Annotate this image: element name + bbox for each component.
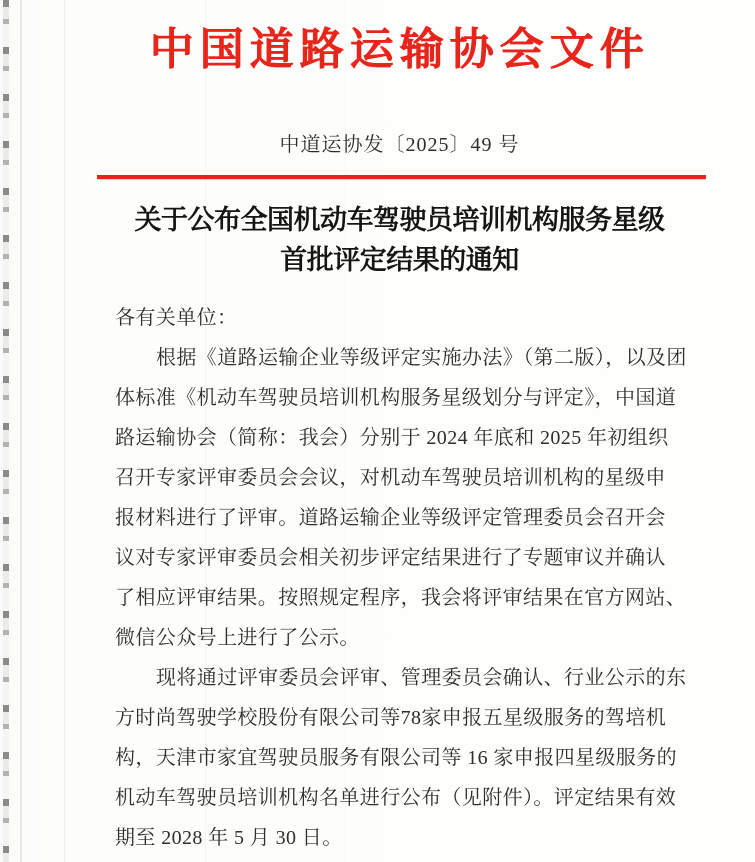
body-line: 议对专家评审委员会相关初步评定结果进行了专题审议并确认: [115, 547, 666, 569]
body-line: 方时尚驾驶学校股份有限公司等78家申报五星级服务的驾培机: [115, 707, 667, 729]
body-line: 根据《道路运输企业等级评定实施办法》（第二版），以及团: [156, 347, 687, 369]
body-line: 了相应评审结果。按照规定程序，我会将评审结果在官方网站、: [115, 587, 687, 609]
notice-title-line-2: 首批评定结果的通知: [280, 245, 519, 275]
scan-binding-marks: [3, 0, 9, 862]
body-line: 路运输协会（简称：我会）分别于 2024 年底和 2025 年初组织: [115, 427, 669, 449]
body-line: 构，天津市家宜驾驶员服务有限公司等 16 家申报四星级服务的: [115, 747, 677, 769]
body-line: 现将通过评审委员会评审、管理委员会确认、行业公示的东: [156, 667, 687, 689]
scan-crease-line: [20, 0, 22, 862]
notice-title-line-1: 关于公布全国机动车驾驶员培训机构服务星级: [134, 205, 665, 235]
body-line: 微信公众号上进行了公示。: [115, 627, 360, 649]
notice-title: [44, 200, 755, 280]
document-number: 中道运协发〔2025〕49 号: [279, 134, 520, 156]
notice-body: [115, 298, 687, 858]
letterhead-title: 中国道路运输协会文件: [149, 25, 650, 74]
salutation-line: 各有关单位：: [115, 307, 238, 329]
scan-crease-line: [64, 0, 65, 862]
red-divider-rule: [97, 175, 706, 179]
body-line: 机动车驾驶员培训机构名单进行公布（见附件）。评定结果有效: [115, 787, 677, 809]
body-line: 报材料进行了评审。道路运输企业等级评定管理委员会召开会: [115, 507, 666, 529]
body-line: 体标准《机动车驾驶员培训机构服务星级划分与评定》，中国道: [115, 387, 677, 409]
body-line: 召开专家评审委员会会议，对机动车驾驶员培训机构的星级申: [115, 467, 666, 489]
body-line: 期至 2028 年 5 月 30 日。: [115, 827, 343, 849]
